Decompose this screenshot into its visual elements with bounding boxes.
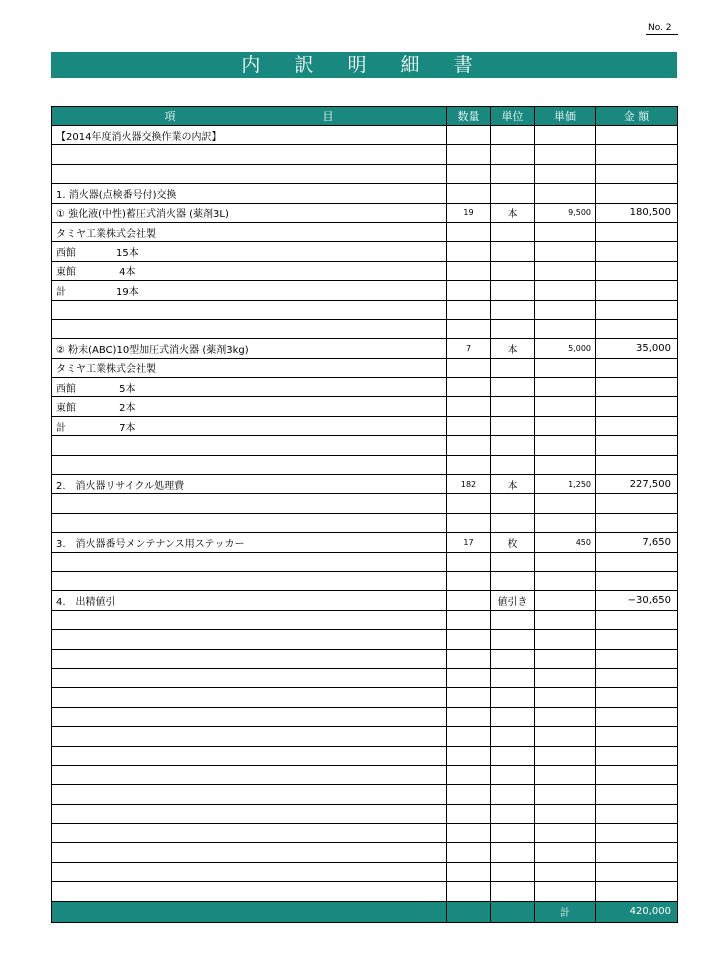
row-unit [491,416,535,435]
row-unit [491,513,535,532]
header-price: 単価 [535,107,596,126]
row-unit [491,610,535,629]
row-price [535,746,596,765]
row-unit [491,145,535,164]
row-desc [52,882,447,901]
row-qty [447,281,491,300]
row-desc: 1. 消火器(点検番号付)交換 [52,184,447,203]
row-unit [491,843,535,862]
header-qty: 数量 [447,107,491,126]
row-unit [491,746,535,765]
row-qty [447,455,491,474]
row-price [535,126,596,145]
row-unit [491,668,535,687]
row-qty [447,765,491,784]
row-amount [596,862,678,881]
row-amount [596,378,678,397]
row-price [535,552,596,571]
row-price [535,727,596,746]
row-desc: 東館 2本 [52,397,447,416]
footer-total-label: 計 [535,901,596,922]
row-unit [491,242,535,261]
table-row [52,707,678,726]
row-amount [596,416,678,435]
row-unit [491,552,535,571]
table-row [52,184,678,203]
row-price [535,416,596,435]
row-desc [52,164,447,183]
row-desc: 2. 消火器リサイクル処理費 [52,475,447,494]
row-qty [447,649,491,668]
row-amount [596,765,678,784]
row-amount: −30,650 [596,591,678,610]
row-amount [596,281,678,300]
row-unit [491,785,535,804]
row-price [535,649,596,668]
row-desc: 西館 15本 [52,242,447,261]
row-price [535,455,596,474]
row-price: 1,250 [535,475,596,494]
row-unit [491,281,535,300]
row-desc [52,843,447,862]
table-row [52,416,678,435]
table-row [52,843,678,862]
row-amount [596,358,678,377]
row-amount [596,397,678,416]
row-price [535,707,596,726]
table-row [52,397,678,416]
row-price [535,222,596,241]
row-qty [447,436,491,455]
table-row [52,630,678,649]
row-desc [52,746,447,765]
row-desc [52,552,447,571]
row-unit [491,378,535,397]
row-price [535,862,596,881]
row-unit [491,804,535,823]
row-amount: 7,650 [596,533,678,552]
row-amount [596,571,678,590]
row-unit [491,455,535,474]
header-item [52,107,447,126]
row-desc [52,455,447,474]
row-price [535,610,596,629]
row-unit [491,862,535,881]
row-qty [447,300,491,319]
row-desc [52,688,447,707]
row-price [535,824,596,843]
table-row [52,319,678,338]
table-row [52,882,678,901]
row-amount [596,184,678,203]
table-row [52,649,678,668]
row-amount [596,785,678,804]
row-amount [596,630,678,649]
document-title: 内 訳 明 細 書 [51,52,677,78]
row-amount [596,126,678,145]
row-qty: 17 [447,533,491,552]
breakdown-table [51,106,678,923]
row-amount [596,746,678,765]
footer-total-amount: 420,000 [596,901,678,922]
footer-desc [52,901,447,922]
row-unit: 枚 [491,533,535,552]
table-row [52,552,678,571]
header-item-label-b: 目 [322,110,334,123]
row-qty [447,688,491,707]
row-unit [491,688,535,707]
row-amount [596,649,678,668]
row-unit [491,571,535,590]
row-desc [52,145,447,164]
row-qty [447,378,491,397]
row-qty [447,668,491,687]
row-qty [447,261,491,280]
row-desc [52,785,447,804]
row-price [535,882,596,901]
row-qty [447,494,491,513]
row-amount [596,882,678,901]
row-amount [596,164,678,183]
row-amount [596,513,678,532]
table-row [52,610,678,629]
row-amount [596,222,678,241]
row-desc [52,319,447,338]
table-row [52,688,678,707]
row-desc [52,300,447,319]
table-row [52,222,678,241]
row-amount [596,455,678,474]
table-row [52,513,678,532]
table-row [52,378,678,397]
row-price [535,378,596,397]
row-desc [52,649,447,668]
row-amount [596,804,678,823]
row-amount [596,242,678,261]
row-desc [52,571,447,590]
row-price [535,591,596,610]
row-desc [52,610,447,629]
row-price [535,145,596,164]
table-row [52,281,678,300]
table-row [52,203,678,222]
row-qty [447,746,491,765]
row-amount [596,688,678,707]
row-desc: 計 19本 [52,281,447,300]
table-row [52,145,678,164]
row-desc: 西館 5本 [52,378,447,397]
table-row [52,494,678,513]
table-row [52,591,678,610]
row-price [535,688,596,707]
row-amount [596,668,678,687]
row-qty [447,824,491,843]
header-unit: 単位 [491,107,535,126]
row-qty [447,126,491,145]
row-unit: 値引き [491,591,535,610]
table-row [52,339,678,358]
row-price [535,804,596,823]
table-row [52,571,678,590]
row-qty [447,164,491,183]
row-price [535,843,596,862]
row-amount: 35,000 [596,339,678,358]
row-qty [447,882,491,901]
row-qty: 19 [447,203,491,222]
row-qty [447,571,491,590]
row-unit [491,184,535,203]
row-qty [447,552,491,571]
row-qty: 7 [447,339,491,358]
row-price [535,164,596,183]
row-amount [596,824,678,843]
row-price [535,242,596,261]
row-unit [491,300,535,319]
table-row [52,164,678,183]
table-row [52,746,678,765]
row-unit: 本 [491,475,535,494]
table-row [52,261,678,280]
row-price [535,571,596,590]
row-qty [447,416,491,435]
table-row [52,300,678,319]
row-amount [596,145,678,164]
table-row [52,358,678,377]
row-desc [52,765,447,784]
row-amount: 227,500 [596,475,678,494]
row-qty [447,397,491,416]
row-unit [491,397,535,416]
row-qty [447,785,491,804]
row-amount [596,727,678,746]
row-qty [447,630,491,649]
table-row [52,785,678,804]
row-desc: 3. 消火器番号メンテナンス用ステッカー [52,533,447,552]
row-price: 450 [535,533,596,552]
table-row [52,475,678,494]
row-unit [491,126,535,145]
row-price [535,261,596,280]
row-unit: 本 [491,339,535,358]
page-number: No. 2 [646,22,678,35]
row-unit [491,824,535,843]
row-unit [491,319,535,338]
row-qty [447,804,491,823]
row-desc: 4. 出精値引 [52,591,447,610]
row-desc: タミヤ工業株式会社製 [52,358,447,377]
table-footer-row [52,901,678,922]
row-qty [447,843,491,862]
row-price [535,319,596,338]
table-row [52,126,678,145]
table-row [52,765,678,784]
row-desc [52,494,447,513]
row-price [535,630,596,649]
row-desc [52,862,447,881]
row-price: 5,000 [535,339,596,358]
row-price [535,184,596,203]
row-desc: 【2014年度消火器交換作業の内訳】 [52,126,447,145]
header-item-label-a: 項 [164,110,176,123]
row-amount [596,300,678,319]
row-price [535,513,596,532]
row-desc: 計 7本 [52,416,447,435]
row-unit [491,164,535,183]
row-desc: タミヤ工業株式会社製 [52,222,447,241]
row-price [535,668,596,687]
row-qty [447,707,491,726]
row-amount [596,610,678,629]
row-price [535,397,596,416]
table-row [52,533,678,552]
row-unit [491,222,535,241]
table-row [52,436,678,455]
row-qty [447,591,491,610]
row-desc: ② 粉末(ABC)10型加圧式消火器 (薬剤3kg) [52,339,447,358]
header-amount: 金 額 [596,107,678,126]
row-qty: 182 [447,475,491,494]
row-unit [491,436,535,455]
table-row [52,804,678,823]
row-qty [447,610,491,629]
row-unit [491,765,535,784]
row-desc [52,727,447,746]
row-price: 9,500 [535,203,596,222]
row-amount [596,261,678,280]
row-qty [447,184,491,203]
row-amount [596,494,678,513]
row-unit [491,630,535,649]
row-qty [447,358,491,377]
table-row [52,727,678,746]
row-desc [52,804,447,823]
row-unit: 本 [491,203,535,222]
footer-qty [447,901,491,922]
row-price [535,785,596,804]
row-desc [52,630,447,649]
table-row [52,242,678,261]
row-amount [596,436,678,455]
row-desc [52,707,447,726]
row-unit [491,261,535,280]
footer-unit [491,901,535,922]
row-amount [596,843,678,862]
row-qty [447,513,491,532]
table-row [52,824,678,843]
row-price [535,358,596,377]
row-amount [596,552,678,571]
row-amount [596,707,678,726]
table-header-row [52,107,678,126]
row-price [535,494,596,513]
row-unit [491,727,535,746]
row-qty [447,727,491,746]
row-amount: 180,500 [596,203,678,222]
row-qty [447,242,491,261]
row-qty [447,145,491,164]
row-qty [447,862,491,881]
row-desc [52,436,447,455]
table-row [52,668,678,687]
row-unit [491,707,535,726]
row-unit [491,882,535,901]
row-price [535,281,596,300]
row-unit [491,358,535,377]
table-row [52,862,678,881]
row-price [535,765,596,784]
row-price [535,300,596,319]
row-desc: 東館 4本 [52,261,447,280]
row-amount [596,319,678,338]
row-desc: ① 強化液(中性)蓄圧式消火器 (薬剤3L) [52,203,447,222]
row-qty [447,222,491,241]
row-desc [52,668,447,687]
row-desc [52,824,447,843]
row-unit [491,494,535,513]
row-price [535,436,596,455]
table-row [52,455,678,474]
row-desc [52,513,447,532]
row-unit [491,649,535,668]
row-qty [447,319,491,338]
